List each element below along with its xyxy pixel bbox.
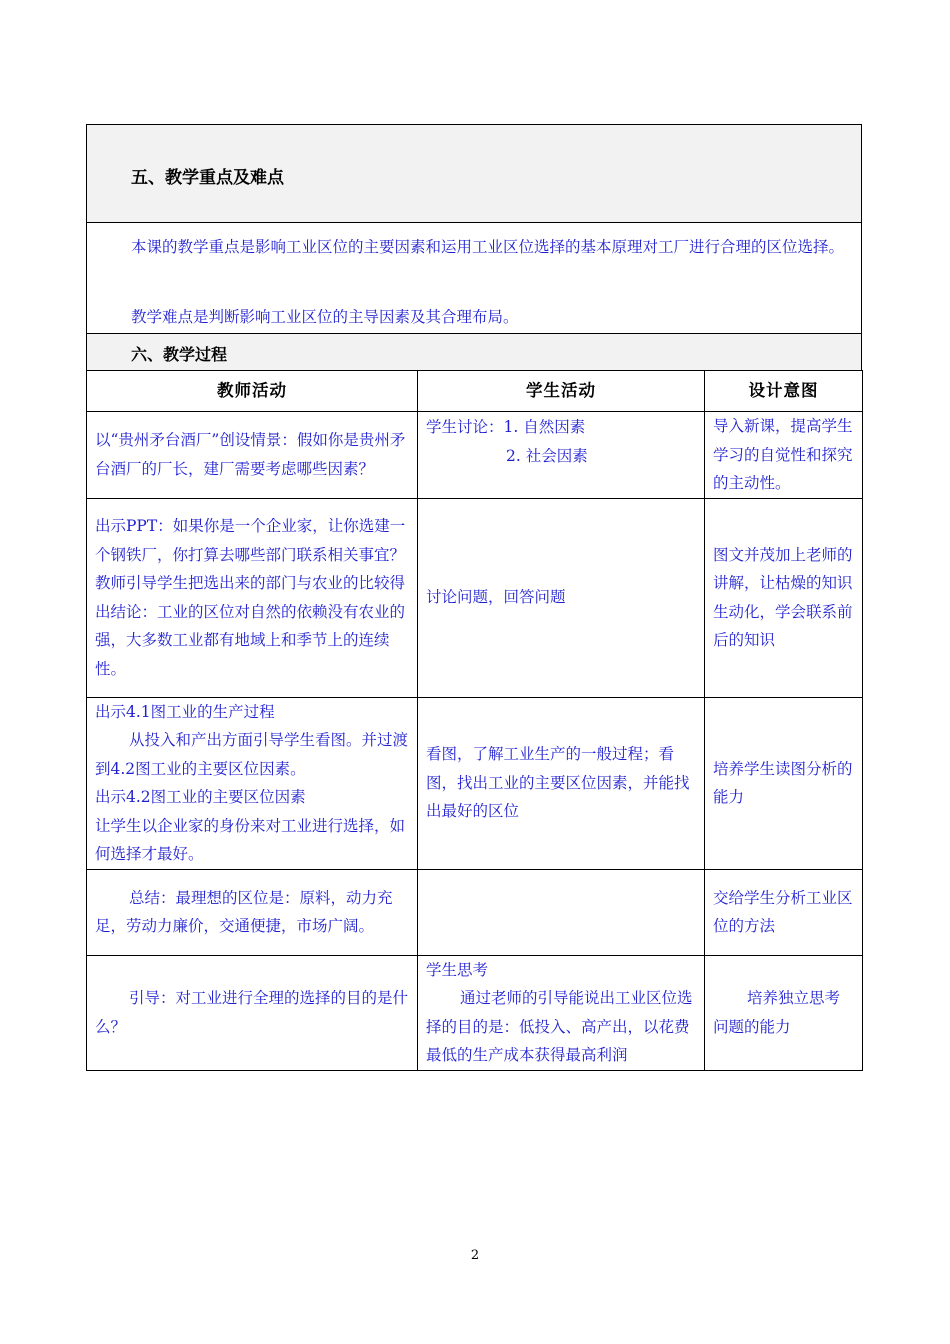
teacher-cell [87,869,418,955]
table-row [87,869,863,955]
teacher-text: 出示4.1图工业的生产过程 [95,702,275,721]
teacher-text: 让学生以企业家的身份来对工业进行选择，如何选择才最好。 [95,816,406,863]
section5-body [86,222,862,333]
student-text: 讨论问题，回答问题 [426,588,566,607]
student-text: 2. 社会因素 [506,446,588,465]
table-row [87,412,863,499]
student-text: 学生讨论：1. 自然因素 [426,418,586,436]
teacher-text: 以“贵州矛台酒厂”创设情景：假如你是贵州矛台酒厂的厂长，建厂需要考虑哪些因素？ [95,431,406,478]
section5-header [86,124,862,223]
table-row [87,498,863,697]
header-design-intent: 设计意图 [705,371,863,412]
student-cell [418,955,705,1070]
teacher-cell [87,498,418,697]
student-text: 学生思考 [426,960,489,979]
key-points-paragraph: 本课的教学重点是影响工业区位的主要因素和运用工业区位选择的基本原理对工厂进行合理的区位选择。 [131,238,845,256]
teacher-text: 出示PPT：如果你是一个企业家，让你选建一个钢铁厂，你打算去哪些部门联系相关事宜？ [95,517,406,564]
teacher-text: 出示4.2图工业的主要区位因素 [95,788,306,806]
teacher-text: 教师引导学生把选出来的部门与农业的比较得出结论：工业的区位对自然的依赖没有农业的强，大多数工业都有地域上和季节上的连续性。 [95,574,406,678]
table-header-row [87,371,863,412]
section6-header [86,333,862,371]
intent-cell: 图文并茂加上老师的讲解，让枯燥的知识生动化，学会联系前后的知识 [705,498,863,697]
student-text: 通过老师的引导能说出工业区位选择的目的是：低投入、高产出，以花费最低的生产成本获得最高利润 [426,989,693,1064]
teaching-process-table [86,370,863,1071]
student-cell [418,697,705,869]
teacher-cell [87,412,418,499]
table-row [87,697,863,869]
student-cell [418,869,705,955]
intent-cell: 交给学生分析工业区位的方法 [705,869,863,955]
header-teacher-activity: 教师活动 [87,371,418,412]
student-text: 看图，了解工业生产的一般过程；看图，找出工业的主要区位因素，并能找出最好的区位 [426,745,690,821]
intent-cell: 培养学生读图分析的能力 [705,697,863,869]
teacher-text: 从投入和产出方面引导学生看图。并过渡到4.2图工业的主要区位因素。 [95,731,409,778]
difficult-points-paragraph: 教学难点是判断影响工业区位的主导因素及其合理布局。 [131,308,519,326]
header-student-activity: 学生活动 [418,371,705,412]
intent-cell: 培养独立思考问题的能力 [705,955,863,1070]
student-cell [418,498,705,697]
teacher-cell [87,955,418,1070]
page-number: 2 [470,1248,480,1263]
teacher-text: 总结：最理想的区位是：原料，动力充足，劳动力廉价，交通便捷，市场广阔。 [95,888,393,935]
teacher-text: 引导：对工业进行全理的选择的目的是什么？ [95,989,409,1036]
intent-cell: 导入新课，提高学生学习的自觉性和探究的主动性。 [705,412,863,499]
table-row [87,955,863,1070]
teacher-cell [87,697,418,869]
section6-title: 六、教学过程 [131,345,228,364]
student-cell [418,412,705,499]
section5-title: 五、教学重点及难点 [131,168,284,188]
